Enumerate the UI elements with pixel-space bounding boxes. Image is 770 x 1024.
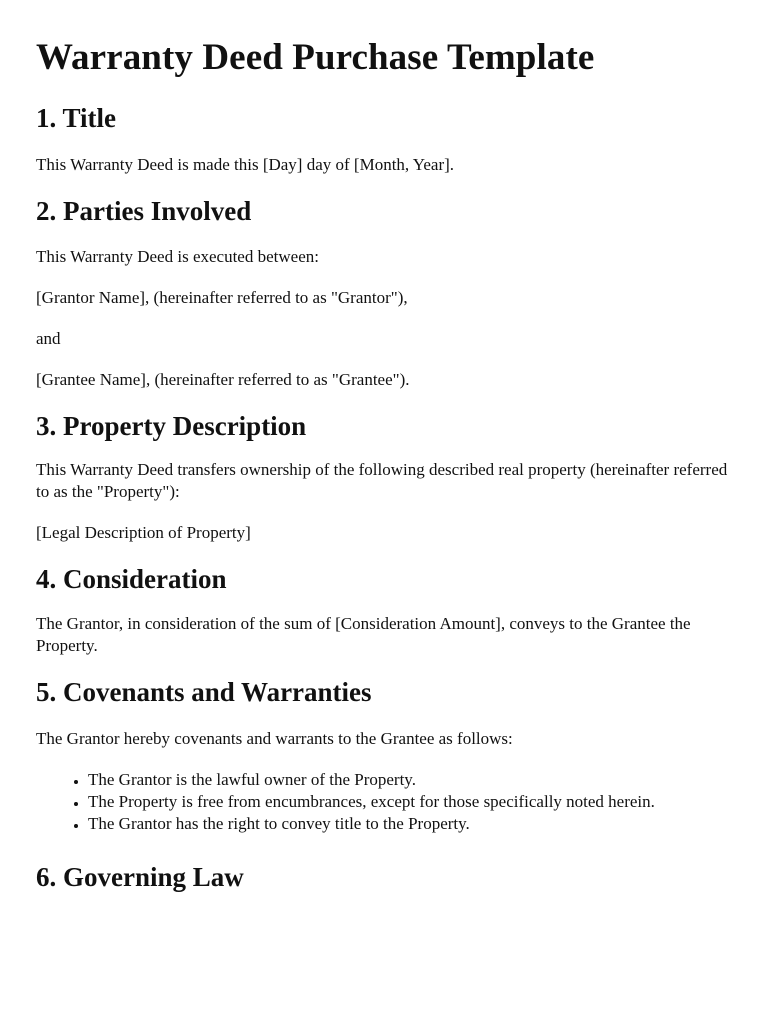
section-consideration xyxy=(36,563,734,657)
section-heading: 2. Parties Involved xyxy=(36,196,252,226)
section-heading: 5. Covenants and Warranties xyxy=(36,677,372,707)
section-heading: 6. Governing Law xyxy=(36,862,244,892)
section-paragraph: The Grantor, in consideration of the sum of [Consideration Amount], conveys to the Grantee the Property. xyxy=(36,614,691,655)
section-title xyxy=(36,102,734,176)
list-item: • The Property is free from encumbrances, except for those specifically noted herein. xyxy=(88,791,734,813)
document-title: Warranty Deed Purchase Template xyxy=(36,37,595,78)
covenants-list xyxy=(36,769,734,835)
section-property-description xyxy=(36,410,734,544)
section-paragraph: This Warranty Deed is executed between: xyxy=(36,247,319,266)
section-heading: 4. Consideration xyxy=(36,564,227,594)
section-paragraph: This Warranty Deed transfers ownership of the following described real property (hereinafter referred to as the "Property"): xyxy=(36,460,728,501)
section-heading: 1. Title xyxy=(36,103,117,133)
section-paragraph: The Grantor hereby covenants and warrants to the Grantee as follows: xyxy=(36,729,513,748)
section-heading: 3. Property Description xyxy=(36,411,307,441)
list-item: • The Grantor has the right to convey title to the Property. xyxy=(88,813,734,835)
section-governing-law xyxy=(36,861,734,893)
section-paragraph: [Legal Description of Property] xyxy=(36,523,251,542)
section-paragraph: [Grantor Name], (hereinafter referred to as "Grantor"), xyxy=(36,288,408,307)
section-parties-involved xyxy=(36,195,734,391)
list-item: • The Grantor is the lawful owner of the Property. xyxy=(88,769,734,791)
section-paragraph: [Grantee Name], (hereinafter referred to as "Grantee"). xyxy=(36,370,410,389)
section-paragraph: This Warranty Deed is made this [Day] day of [Month, Year]. xyxy=(36,155,455,174)
section-paragraph: and xyxy=(36,329,61,348)
section-covenants-and-warranties xyxy=(36,676,734,835)
